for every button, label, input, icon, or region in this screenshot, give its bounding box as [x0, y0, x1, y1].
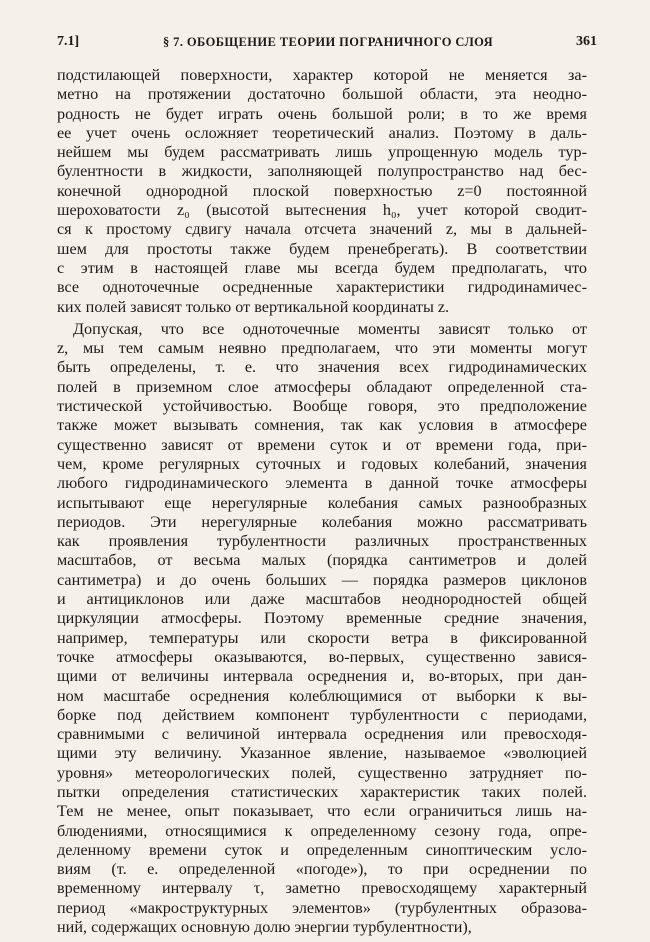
text-line: пытки определения статистических характеристик таких полей.	[57, 782, 587, 801]
running-title: § 7. ОБОБЩЕНИЕ ТЕОРИИ ПОГРАНИЧНОГО СЛОЯ	[163, 35, 494, 49]
text-line: любого гидродинамического элемента в данной точке атмосферы	[57, 474, 587, 493]
text-line: ний, содержащих основную долю энергии турбулентности),	[57, 918, 472, 937]
text-line: ся к простому сдвигу начала отсчета значений z, мы в дальней-	[57, 220, 587, 239]
text-line: z, мы тем самым неявно предполагаем, что эти моменты могут	[57, 339, 587, 358]
paragraph	[57, 320, 587, 938]
text-line: ном масштабе осреднения колеблющимися от выборки к вы-	[57, 686, 587, 705]
text-line: тистической устойчивостью. Вообще говоря, это предположение	[57, 397, 587, 416]
text-line: щими эту величину. Указанное явление, называемое «эволюцией	[57, 744, 587, 763]
text-line: и антициклонов или даже масштабов неоднородностей общей	[57, 590, 587, 609]
text-line: сантиметра) и до очень больших — порядка размеров циклонов	[57, 570, 587, 589]
text-line: родность не будет играть очень большой роли; в то же время	[57, 104, 587, 123]
text-line: ее учет очень осложняет теоретический анализ. Поэтому в даль-	[57, 123, 587, 142]
text-line: период «макроструктурных элементов» (турбулентных образова-	[57, 898, 587, 917]
text-line: подстилающей поверхности, характер которой не меняется за-	[57, 66, 587, 84]
text-line: нейшем мы будем рассматривать лишь упрощенную модель тур-	[57, 143, 587, 162]
text-line: точке атмосферы оказываются, во-первых, существенно завися-	[57, 647, 587, 666]
text-line: испытывают еще нерегулярные колебания самых разнообразных	[57, 493, 587, 512]
text-line: быть определены, т. е. что значения всех гидродинамических	[57, 358, 587, 377]
text-line: блюдениями, относящимися к определенному сезону года, опре-	[57, 821, 587, 840]
text-line: сравнимыми с величиной интервала осреднения или превосходя-	[57, 725, 587, 744]
section-number: 7.1]	[57, 34, 80, 49]
text-line: например, температуры или скорости ветра в фиксированной	[57, 628, 587, 647]
text-line: деленному времени суток и определенным синоптическим усло-	[57, 840, 587, 859]
text-line: шероховатости z₀ (высотой вытеснения h₀, учет которой сводит-	[57, 201, 587, 220]
text-line: уровня» метеорологических полей, существенно затрудняет по-	[57, 763, 587, 782]
text-line: также может вызывать сомнения, так как условия в атмосфере	[57, 416, 587, 435]
text-line: ких полей зависят только от вертикальной координаты z.	[57, 297, 450, 316]
body-text	[57, 66, 587, 937]
text-line: периодов. Эти нерегулярные колебания можно рассматривать	[57, 512, 587, 531]
text-line: как проявления турбулентности различных пространственных	[57, 532, 587, 551]
text-line: временному интервалу τ, заметно превосходящему характерный	[57, 879, 587, 898]
page-number: 361	[576, 34, 597, 49]
text-line: чем, кроме регулярных суточных и годовых колебаний, значения	[57, 454, 587, 473]
text-line: все одноточечные осредненные характеристики гидродинамичес-	[57, 278, 587, 297]
text-line: полей в приземном слое атмосферы обладают определенной ста-	[57, 377, 587, 396]
text-line: Тем не менее, опыт показывает, что если ограничиться лишь на-	[57, 802, 587, 821]
page-header	[57, 34, 597, 54]
text-line: борке под действием компонент турбулентности с периодами,	[57, 705, 587, 724]
text-line: существенно зависят от времени суток и от времени года, при-	[57, 435, 587, 454]
text-line: виям (т. е. определенной «погоде»), то при осреднении по	[57, 860, 587, 879]
paragraph	[57, 66, 587, 317]
text-line: метно на протяжении достаточно большой области, эта неодно-	[57, 85, 587, 104]
text-line: шем для простоты также будем пренебрегать). В соответствии	[57, 239, 587, 258]
text-line: с этим в настоящей главе мы всегда будем предполагать, что	[57, 258, 587, 277]
text-line: Допуская, что все одноточечные моменты зависят только от	[73, 319, 587, 338]
text-line: щими от величины интервала осреднения и, во-вторых, при дан-	[57, 667, 587, 686]
text-line: конечной однородной плоской поверхностью z=0 постоянной	[57, 181, 587, 200]
text-line: булентности в жидкости, заполняющей полупространство над бес-	[57, 162, 587, 181]
text-line: масштабов, от весьма малых (порядка сантиметров и долей	[57, 551, 587, 570]
text-line: циркуляции атмосферы. Поэтому временные средние значения,	[57, 609, 587, 628]
